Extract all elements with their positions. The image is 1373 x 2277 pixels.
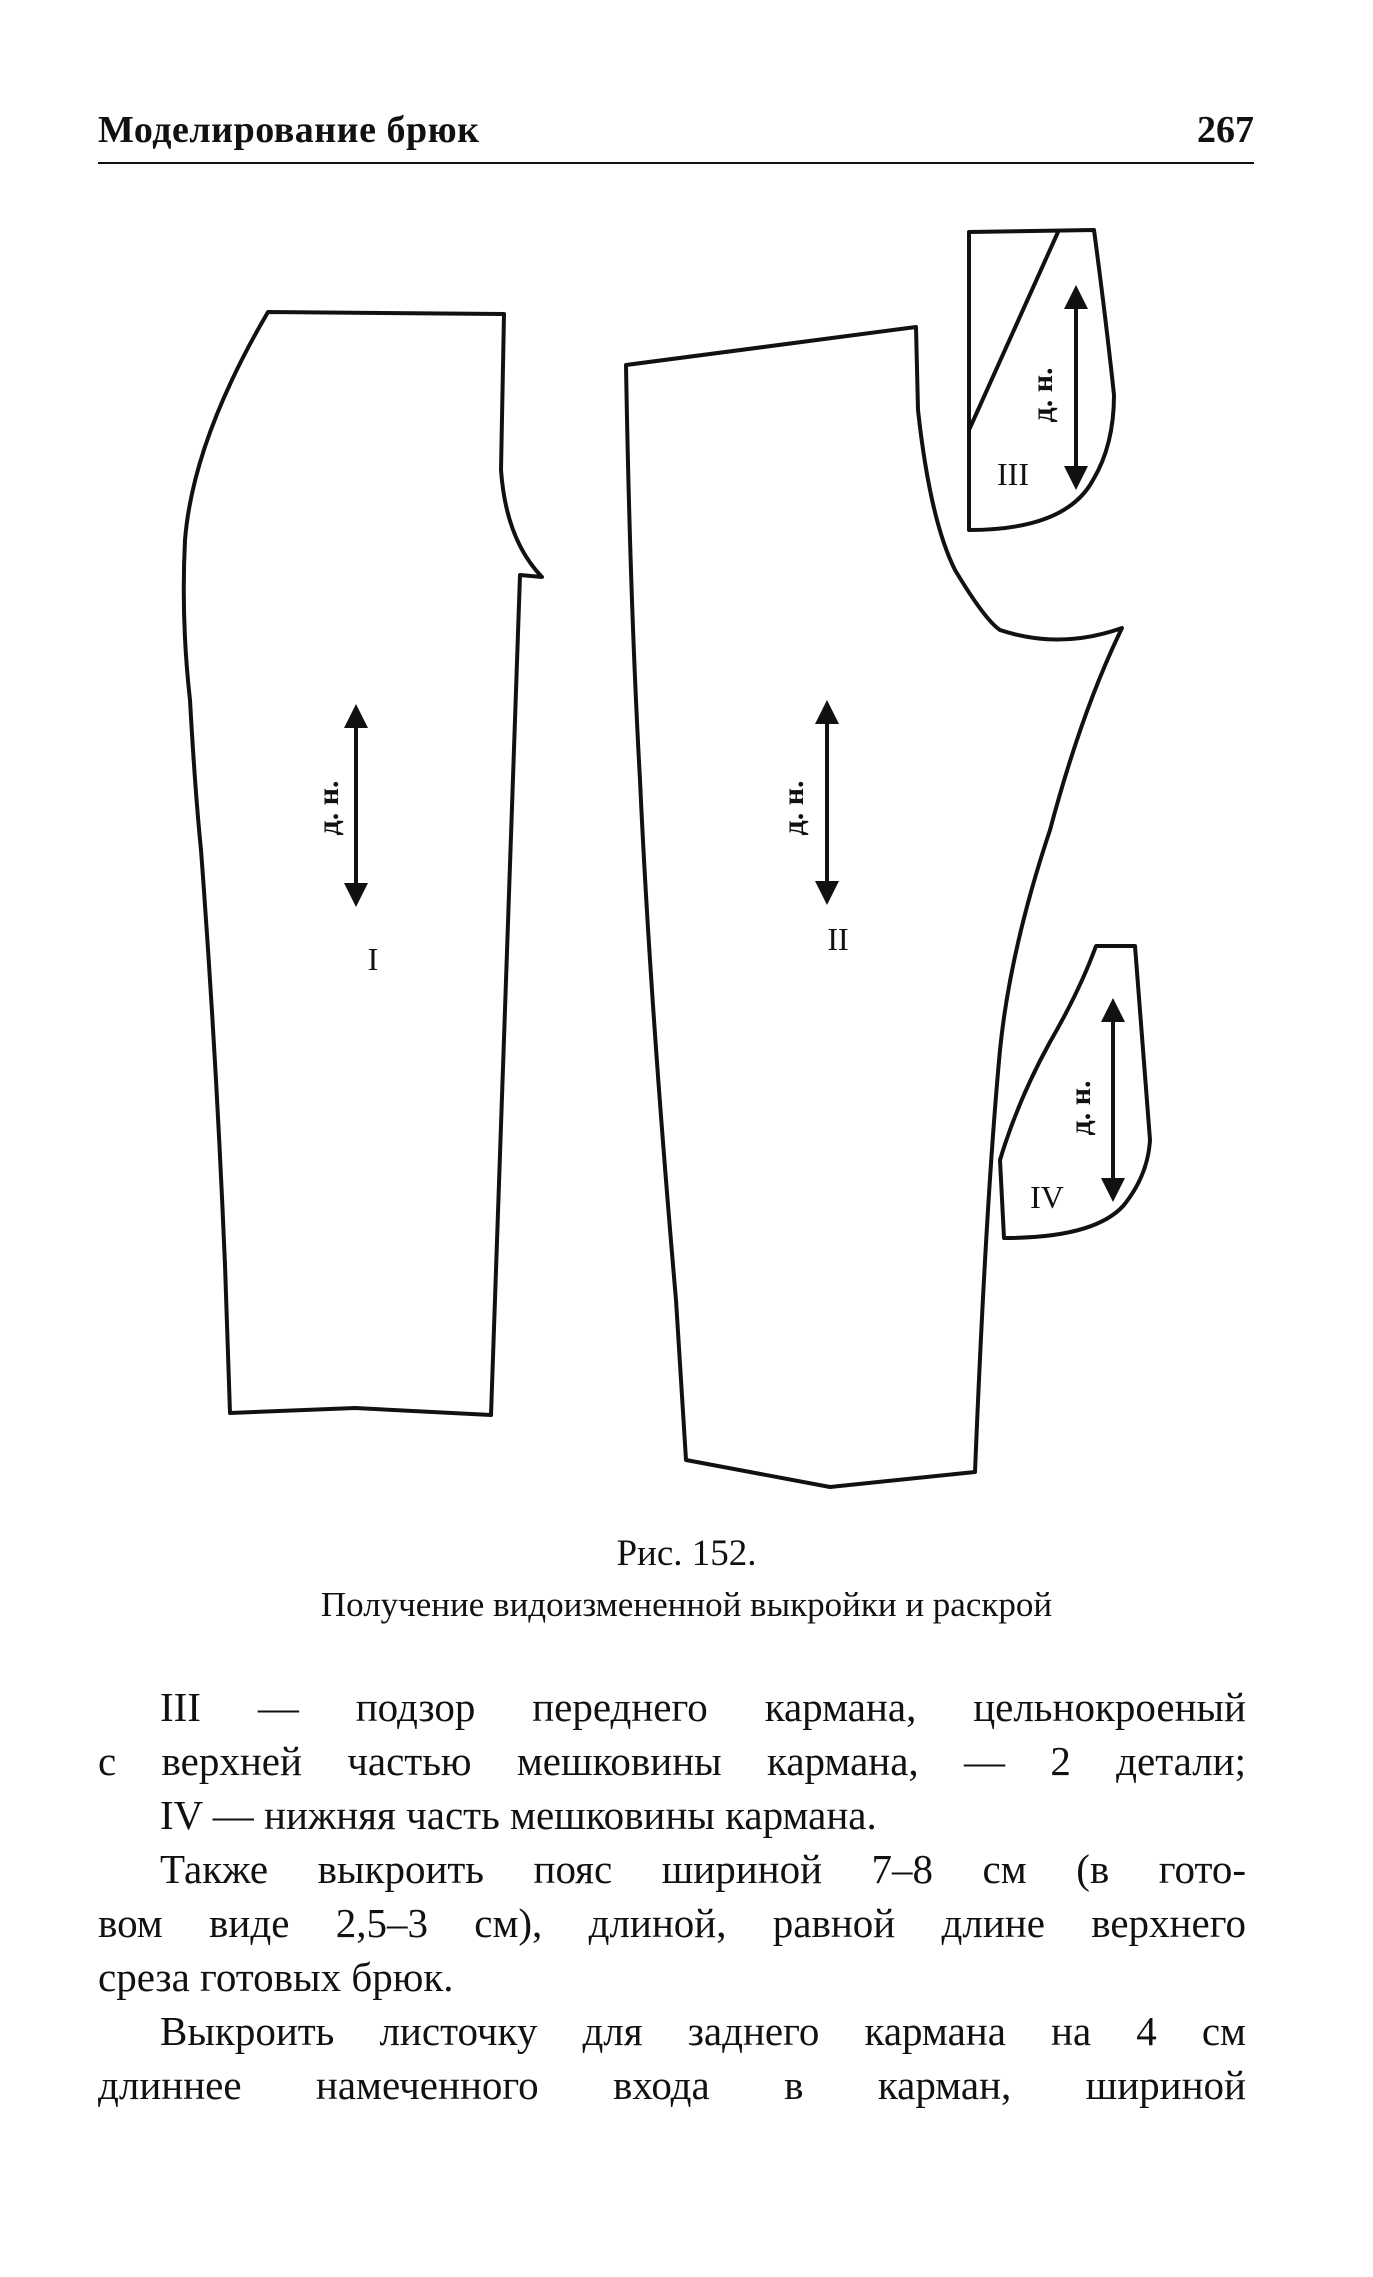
text-line: длиннее намеченного входа в карман, шириной: [98, 2062, 1246, 2108]
text-line: среза готовых брюк.: [98, 1954, 454, 2000]
piece-label: I: [367, 941, 379, 977]
text-line: Выкроить листочку для заднего кармана на 4 см: [160, 2008, 1246, 2054]
pattern-piece-back: [626, 327, 1122, 1487]
piece-label: IV: [1030, 1179, 1064, 1215]
text-line: III — подзор переднего кармана, цельнокроеный: [160, 1684, 1246, 1730]
text-line: вом виде 2,5–3 см), длиной, равной длине верхнего: [98, 1900, 1246, 1946]
pattern-piece-front: [184, 312, 542, 1415]
grain-label: д. н.: [777, 780, 810, 836]
grain-label: д. н.: [1026, 367, 1059, 423]
figure-caption: Получение видоизмененной выкройки и раскрой: [320, 1585, 1053, 1624]
piece-label: III: [997, 456, 1029, 492]
text-line: IV — нижняя часть мешковины кармана.: [160, 1792, 877, 1838]
grain-label: д. н.: [312, 780, 345, 836]
grain-label: д. н.: [1064, 1080, 1097, 1136]
piece-label: II: [827, 921, 849, 957]
text-line: Также выкроить пояс шириной 7–8 см (в гото-: [160, 1846, 1246, 1892]
page-number: 267: [1197, 109, 1254, 151]
text-line: с верхней частью мешковины кармана, — 2 детали;: [98, 1738, 1246, 1784]
figure-number: Рис. 152.: [616, 1533, 757, 1574]
running-title: Моделирование брюк: [98, 109, 480, 151]
body-text: [98, 1680, 1246, 2112]
